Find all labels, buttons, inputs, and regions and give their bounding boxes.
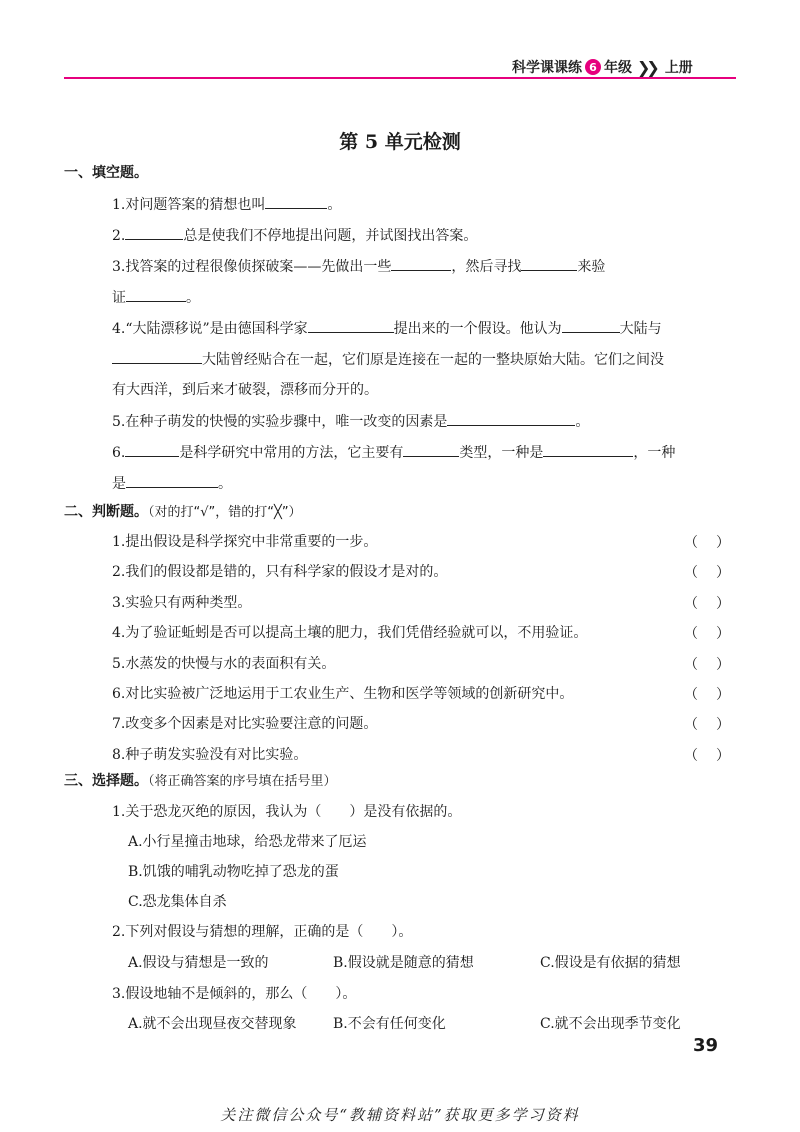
footer-watermark: 关注微信公众号“教辅资料站”获取更多学习资料 [220,1106,580,1124]
s1-q3-text2: ，然后寻找 [451,259,522,275]
section1-heading: 一、填空题。 [64,165,148,181]
s1-q3-text4: 证 [112,290,126,306]
answer-parentheses[interactable] [684,714,730,734]
paren-close: ） [716,626,730,642]
page-header [0,0,800,80]
paren-close: ） [716,535,730,551]
s1-q6-text: 是科学研究中常用的方法，它主要有 [179,445,404,461]
section3-title: 三、选择题。 [64,773,148,789]
s3-q1-option-b[interactable]: B.饥饿的哺乳动物吃掉了恐龙的蛋 [128,864,339,880]
tf-item: 1.提出假设是科学探究中非常重要的一步。 [112,534,378,550]
answer-blank[interactable] [447,411,575,426]
grade-label: 年级 [604,60,632,76]
answer-blank[interactable] [125,442,179,457]
s3-q2-option-b[interactable]: B.假设就是随意的猜想 [333,955,474,971]
answer-blank[interactable] [126,473,218,488]
s1-q4-cont2: 有大西洋，到后来才破裂，漂移而分开的。 [112,382,378,398]
tf-item: 4.为了验证蚯蚓是否可以提高土壤的肥力，我们凭借经验就可以，不用验证。 [112,625,588,641]
paren-close: ） [716,657,730,673]
s1-q4-text: 4.“大陆漂移说”是由德国科学家 [112,321,308,337]
answer-blank[interactable] [562,318,620,333]
answer-parentheses[interactable] [684,684,730,704]
s3-q3-stem: 3.假设地轴不是倾斜的，那么（ ）。 [112,986,357,1002]
answer-blank[interactable] [308,318,394,333]
s1-q5-text: 5.在种子萌发的快慢的实验步骤中，唯一改变的因素是 [112,414,448,430]
answer-blank[interactable] [521,256,577,271]
answer-blank[interactable] [112,349,202,364]
s1-q1 [112,194,341,215]
paren-close: ） [716,687,730,703]
paren-open: （ [684,748,698,764]
answer-blank[interactable] [543,442,633,457]
paren-open: （ [684,565,698,581]
page-number: 39 [693,1035,719,1056]
page-title: 第 5 单元检测 [339,131,461,153]
answer-parentheses[interactable] [684,593,730,613]
paren-open: （ [684,626,698,642]
answer-blank[interactable] [265,194,327,209]
s1-q3-end: 。 [186,290,200,306]
grade-badge: 6 [585,59,601,75]
tf-item: 8.种子萌发实验没有对比实验。 [112,747,308,763]
s3-q2-stem: 2.下列对假设与猜想的理解，正确的是（ ）。 [112,924,413,940]
paren-open: （ [684,596,698,612]
s1-q4-text4: 大陆曾经贴合在一起，它们原是连接在一起的一整块原始大陆。它们之间没 [202,352,664,368]
s1-q4-text2: 提出来的一个假设。他认为 [393,321,562,337]
s1-q6-text3: ，一种 [633,445,676,461]
tf-item: 6.对比实验被广泛地运用于工农业生产、生物和医学等领域的创新研究中。 [112,686,574,702]
s3-q1-option-c[interactable]: C.恐龙集体自杀 [128,894,227,910]
paren-close: ） [716,596,730,612]
s3-q3-option-b[interactable]: B.不会有任何变化 [333,1016,446,1032]
s1-q4 [112,318,662,339]
s1-q4-text3: 大陆与 [619,321,662,337]
s1-q2-num: 2. [112,228,126,244]
s1-q2-text: 总是使我们不停地提出问题，并试图找出答案。 [183,228,478,244]
book-title: 科学课课练 [512,60,582,76]
book-brand [512,56,693,78]
s1-q1-text: 1.对问题答案的猜想也叫 [112,197,266,213]
s3-q3-option-a[interactable]: A.就不会出现昼夜交替现象 [128,1016,297,1032]
tf-item: 5.水蒸发的快慢与水的表面积有关。 [112,656,336,672]
section2-title: 二、判断题。 [64,504,148,520]
s3-q2-option-a[interactable]: A.假设与猜想是一致的 [128,955,269,971]
s1-q6-cont [112,473,232,494]
header-divider [64,77,736,79]
tf-item: 2.我们的假设都是错的，只有科学家的假设才是对的。 [112,564,448,580]
answer-parentheses[interactable] [684,623,730,643]
answer-parentheses[interactable] [684,745,730,765]
answer-parentheses[interactable] [684,532,730,552]
s3-q2-option-c[interactable]: C.假设是有依据的猜想 [540,955,681,971]
tf-item: 7.改变多个因素是对比实验要注意的问题。 [112,716,378,732]
paren-close: ） [716,717,730,733]
s3-q1-option-a[interactable]: A.小行星撞击地球，给恐龙带来了厄运 [128,834,367,850]
s3-q1-stem: 1.关于恐龙灭绝的原因，我认为（ ）是没有依据的。 [112,804,462,820]
s1-q6-text4: 是 [112,476,126,492]
section3-note: （将正确答案的序号填在括号里） [148,774,337,789]
s1-q6 [112,442,675,463]
paren-close: ） [716,748,730,764]
s1-q3 [112,256,605,277]
paren-open: （ [684,535,698,551]
section2-note: （对的打“√”，错的打“╳”） [148,505,302,520]
section2-heading [64,502,302,523]
s1-q4-cont [112,349,664,370]
answer-blank[interactable] [403,442,459,457]
answer-blank[interactable] [391,256,451,271]
s1-q2 [112,225,477,246]
answer-blank[interactable] [125,225,183,240]
s1-q1-end: 。 [327,197,342,213]
answer-blank[interactable] [126,287,186,302]
s1-q5 [112,411,589,432]
paren-open: （ [684,687,698,703]
double-chevron-icon: ❯❯ [637,57,656,77]
answer-parentheses[interactable] [684,562,730,582]
s1-q6-num: 6. [112,445,126,461]
s1-q3-text3: 来验 [577,259,606,275]
paren-open: （ [684,657,698,673]
tf-item: 3.实验只有两种类型。 [112,595,252,611]
s1-q3-cont [112,287,200,308]
s3-q3-option-c[interactable]: C.就不会出现季节变化 [540,1016,681,1032]
s1-q3-text: 3.找答案的过程很像侦探破案——先做出一些 [112,259,392,275]
paren-open: （ [684,717,698,733]
s1-q6-text2: 类型，一种是 [459,445,544,461]
paren-close: ） [716,565,730,581]
s1-q6-end: 。 [218,476,232,492]
volume-label: 上册 [664,60,693,76]
s1-q5-end: 。 [575,414,590,430]
section3-heading [64,771,337,792]
answer-parentheses[interactable] [684,654,730,674]
